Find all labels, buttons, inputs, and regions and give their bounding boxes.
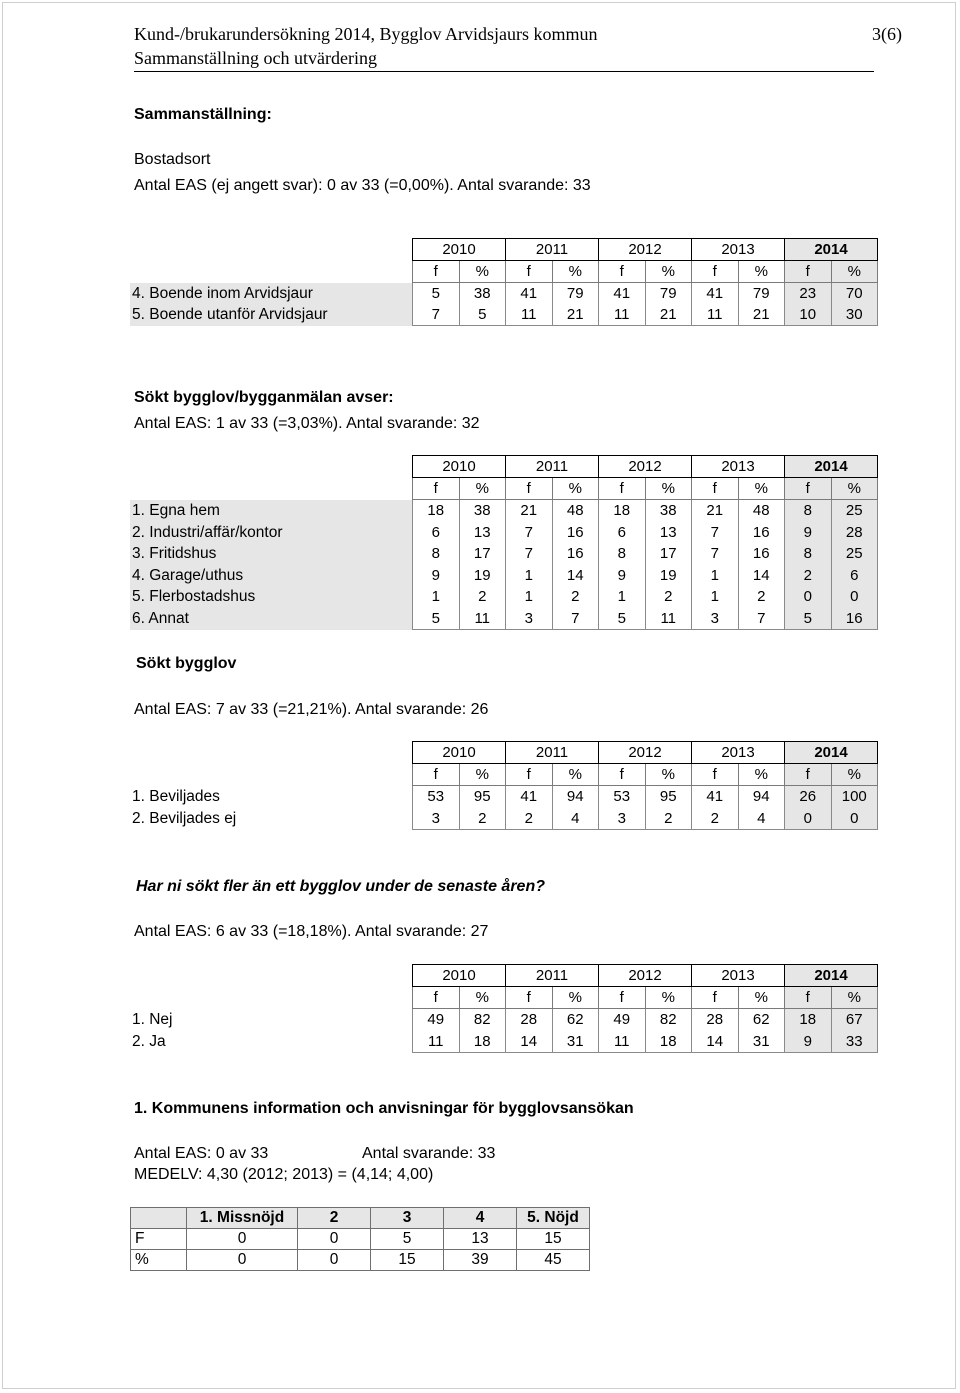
scale-header-row [131,1208,590,1229]
fler-table [130,964,878,1053]
year-header: 2010 [413,239,506,261]
subheader-blank [130,261,413,283]
bostadsort-heading: Bostadsort [134,151,211,168]
table-cell: 1 [599,586,646,608]
table-cell: 79 [552,283,599,305]
table-cell: 26 [785,786,832,808]
col-f-header: f [785,478,832,500]
table-cell: 11 [599,1031,646,1053]
year-header: 2014 [785,239,878,261]
row-label: 5. Flerbostadshus [130,586,413,608]
table-cell: 2 [785,565,832,587]
year-header: 2011 [506,239,599,261]
table-cell: 18 [785,1009,832,1031]
sokt-heading: Sökt bygglov [136,655,237,672]
subheader-row [130,764,878,786]
scale-header: 3 [371,1208,444,1229]
col-f-header: f [413,478,460,500]
kommun-heading: 1. Kommunens information och anvisningar för bygglovsansökan [134,1100,634,1117]
col-f-header: f [599,478,646,500]
table-cell: 2 [459,808,506,830]
col-pct-header: % [459,478,506,500]
table-cell: 48 [552,500,599,522]
table-cell: 94 [552,786,599,808]
table-cell: 79 [645,283,692,305]
header-title: Kund-/brukarundersökning 2014, Bygglov Arvidsjaurs kommun [134,24,598,44]
col-pct-header: % [459,764,506,786]
header-rule [134,71,874,72]
row-label: 3. Fritidshus [130,543,413,565]
header-blank [130,965,413,987]
table-cell: 6 [599,522,646,544]
table-cell: 5 [413,608,460,630]
table-cell: 13 [444,1229,517,1250]
table-cell: 16 [831,608,878,630]
table-cell: 21 [506,500,553,522]
year-header: 2012 [599,239,692,261]
col-f-header: f [785,764,832,786]
year-header: 2014 [785,965,878,987]
table-cell: 1 [506,586,553,608]
table-cell: 62 [738,1009,785,1031]
col-pct-header: % [831,261,878,283]
table-cell: 16 [552,543,599,565]
table-cell: 2 [506,808,553,830]
table-row [130,522,878,544]
table-cell: 11 [645,608,692,630]
col-pct-header: % [831,478,878,500]
table-cell: 28 [831,522,878,544]
avser-heading: Sökt bygglov/bygganmälan avser: [134,389,394,406]
table-cell: 17 [459,543,506,565]
table-cell: 3 [692,608,739,630]
col-pct-header: % [738,764,785,786]
table-cell: 1 [692,565,739,587]
table-cell: 28 [692,1009,739,1031]
scale-header-blank [131,1208,187,1229]
year-header: 2014 [785,456,878,478]
col-f-header: f [785,987,832,1009]
col-f-header: f [692,987,739,1009]
table-cell: 16 [738,522,785,544]
table-cell: 13 [459,522,506,544]
table-cell: 0 [831,808,878,830]
table-cell: 0 [785,586,832,608]
table-cell: 2 [738,586,785,608]
col-f-header: f [599,261,646,283]
row-label: 2. Industri/affär/kontor [130,522,413,544]
header-blank [130,742,413,764]
table-cell: 38 [645,500,692,522]
header-blank [130,456,413,478]
row-label: % [131,1250,187,1271]
table-cell: 30 [831,304,878,326]
table-cell: 21 [645,304,692,326]
table-cell: 5 [599,608,646,630]
row-label: 2. Ja [132,1033,166,1050]
row-label: 2. Beviljades ej [132,810,237,827]
table-cell: 94 [738,786,785,808]
scale-header: 2 [298,1208,371,1229]
row-label: 4. Garage/uthus [130,565,413,587]
col-pct-header: % [552,764,599,786]
table-row [130,565,878,587]
table-cell: 2 [645,586,692,608]
table-cell: 31 [552,1031,599,1053]
row-label: 1. Beviljades [132,788,220,805]
subheader-blank [130,987,413,1009]
table-row [131,1250,590,1271]
table-cell: 9 [785,522,832,544]
table-cell: 0 [785,808,832,830]
col-pct-header: % [552,987,599,1009]
table-cell: 5 [413,283,460,305]
table-cell: 41 [692,786,739,808]
col-pct-header: % [831,987,878,1009]
col-pct-header: % [459,261,506,283]
table-cell: 9 [785,1031,832,1053]
col-f-header: f [413,261,460,283]
col-pct-header: % [831,764,878,786]
col-pct-header: % [738,261,785,283]
col-pct-header: % [645,764,692,786]
table-row [130,786,878,808]
kommun-medel: MEDELV: 4,30 (2012; 2013) = (4,14; 4,00) [134,1166,434,1183]
table-row [130,1009,878,1031]
row-label: 1. Nej [132,1011,173,1028]
table-row [130,586,878,608]
table-cell: 1 [692,586,739,608]
table-cell: 49 [599,1009,646,1031]
table-cell: 15 [517,1229,590,1250]
table-cell: 4 [552,808,599,830]
table-cell: 21 [738,304,785,326]
table-row [130,304,878,326]
table-cell: 82 [459,1009,506,1031]
year-header: 2012 [599,965,692,987]
subheader-row [130,478,878,500]
year-header: 2011 [506,742,599,764]
kommun-svarande: Antal svarande: 33 [362,1145,496,1162]
bostadsort-info: Antal EAS (ej angett svar): 0 av 33 (=0,00%). Antal svarande: 33 [134,177,591,194]
table-cell: 11 [599,304,646,326]
table-cell: 18 [413,500,460,522]
table-cell: 41 [506,786,553,808]
table-cell: 1 [506,565,553,587]
table-cell: 95 [459,786,506,808]
table-cell: 45 [517,1250,590,1271]
table-cell: 8 [785,500,832,522]
table-cell: 0 [187,1229,298,1250]
table-cell: 19 [459,565,506,587]
year-header: 2011 [506,456,599,478]
table-cell: 21 [692,500,739,522]
table-cell: 11 [459,608,506,630]
table-cell: 28 [506,1009,553,1031]
year-header: 2010 [413,965,506,987]
table-cell: 14 [552,565,599,587]
header-blank [130,239,413,261]
table-cell: 31 [738,1031,785,1053]
table-cell: 41 [506,283,553,305]
table-row [130,808,878,830]
table-cell: 41 [692,283,739,305]
table-cell: 11 [692,304,739,326]
table-row [131,1229,590,1250]
table-cell: 7 [738,608,785,630]
header-subtitle: Sammanställning och utvärdering [134,48,377,68]
col-pct-header: % [552,261,599,283]
table-cell: 3 [599,808,646,830]
row-label: F [131,1229,187,1250]
table-cell: 0 [831,586,878,608]
table-cell: 9 [599,565,646,587]
fler-heading: Har ni sökt fler än ett bygglov under de senaste åren? [136,878,545,895]
table-cell: 62 [552,1009,599,1031]
table-cell: 33 [831,1031,878,1053]
table-cell: 53 [413,786,460,808]
table-cell: 8 [413,543,460,565]
year-header: 2010 [413,456,506,478]
col-f-header: f [785,261,832,283]
table-cell: 6 [413,522,460,544]
table-row [130,283,878,305]
table-cell: 6 [831,565,878,587]
col-pct-header: % [645,478,692,500]
col-pct-header: % [552,478,599,500]
table-cell: 53 [599,786,646,808]
table-cell: 8 [599,543,646,565]
table-cell: 1 [413,586,460,608]
table-cell: 15 [371,1250,444,1271]
table-cell: 14 [506,1031,553,1053]
col-pct-header: % [738,478,785,500]
table-cell: 3 [413,808,460,830]
table-cell: 38 [459,283,506,305]
scale-header: 4 [444,1208,517,1229]
table-cell: 7 [413,304,460,326]
table-cell: 25 [831,543,878,565]
subheader-row [130,987,878,1009]
table-cell: 18 [599,500,646,522]
table-row [130,608,878,630]
col-f-header: f [413,987,460,1009]
table-cell: 7 [692,522,739,544]
table-cell: 11 [506,304,553,326]
kommun-table [130,1207,590,1271]
table-row [130,1031,878,1053]
col-pct-header: % [738,987,785,1009]
table-cell: 2 [692,808,739,830]
year-header: 2014 [785,742,878,764]
year-header: 2013 [692,456,785,478]
table-row [130,543,878,565]
table-cell: 39 [444,1250,517,1271]
scale-header: 5. Nöjd [517,1208,590,1229]
table-cell: 18 [645,1031,692,1053]
table-cell: 49 [413,1009,460,1031]
year-header-row [130,742,878,764]
row-label: 6. Annat [130,608,413,630]
summary-heading: Sammanställning: [134,106,272,123]
scale-header: 1. Missnöjd [187,1208,298,1229]
year-header: 2013 [692,239,785,261]
table-cell: 17 [645,543,692,565]
table-cell: 5 [785,608,832,630]
table-row [130,500,878,522]
table-cell: 3 [506,608,553,630]
table-cell: 13 [645,522,692,544]
table-cell: 14 [692,1031,739,1053]
sokt-table [130,741,878,830]
table-cell: 0 [187,1250,298,1271]
table-cell: 4 [738,808,785,830]
table-cell: 2 [552,586,599,608]
table-cell: 0 [298,1229,371,1250]
row-label: 1. Egna hem [130,500,413,522]
col-pct-header: % [645,261,692,283]
table-cell: 7 [692,543,739,565]
table-cell: 70 [831,283,878,305]
sokt-info: Antal EAS: 7 av 33 (=21,21%). Antal svarande: 26 [134,701,489,718]
table-cell: 7 [506,543,553,565]
table-cell: 23 [785,283,832,305]
col-f-header: f [692,478,739,500]
row-label: 4. Boende inom Arvidsjaur [130,283,413,305]
year-header: 2011 [506,965,599,987]
table-cell: 2 [645,808,692,830]
table-cell: 0 [298,1250,371,1271]
year-header-row [130,965,878,987]
col-f-header: f [599,764,646,786]
avser-table [130,455,878,630]
table-cell: 67 [831,1009,878,1031]
table-cell: 38 [459,500,506,522]
page-header [134,22,902,70]
table-cell: 95 [645,786,692,808]
year-header-row [130,239,878,261]
bostadsort-table [130,238,878,326]
table-cell: 21 [552,304,599,326]
year-header: 2012 [599,742,692,764]
col-pct-header: % [459,987,506,1009]
table-cell: 10 [785,304,832,326]
table-cell: 82 [645,1009,692,1031]
table-cell: 19 [645,565,692,587]
table-cell: 41 [599,283,646,305]
table-cell: 2 [459,586,506,608]
year-header: 2012 [599,456,692,478]
row-label: 5. Boende utanför Arvidsjaur [130,304,413,326]
table-cell: 9 [413,565,460,587]
table-cell: 16 [552,522,599,544]
col-f-header: f [506,261,553,283]
table-cell: 18 [459,1031,506,1053]
table-cell: 16 [738,543,785,565]
table-cell: 100 [831,786,878,808]
table-cell: 11 [413,1031,460,1053]
year-header: 2013 [692,965,785,987]
subheader-blank [130,764,413,786]
table-cell: 25 [831,500,878,522]
col-f-header: f [413,764,460,786]
table-cell: 5 [371,1229,444,1250]
avser-info: Antal EAS: 1 av 33 (=3,03%). Antal svarande: 32 [134,415,480,432]
subheader-row [130,261,878,283]
year-header: 2013 [692,742,785,764]
year-header: 2010 [413,742,506,764]
col-f-header: f [506,764,553,786]
kommun-eas: Antal EAS: 0 av 33 [134,1145,269,1162]
table-cell: 7 [552,608,599,630]
col-f-header: f [692,261,739,283]
col-f-header: f [506,987,553,1009]
table-cell: 5 [459,304,506,326]
col-f-header: f [599,987,646,1009]
fler-info: Antal EAS: 6 av 33 (=18,18%). Antal svarande: 27 [134,923,489,940]
subheader-blank [130,478,413,500]
col-f-header: f [506,478,553,500]
page-number: 3(6) [872,24,902,44]
table-cell: 79 [738,283,785,305]
table-cell: 8 [785,543,832,565]
col-pct-header: % [645,987,692,1009]
year-header-row [130,456,878,478]
table-cell: 14 [738,565,785,587]
table-cell: 7 [506,522,553,544]
col-f-header: f [692,764,739,786]
table-cell: 48 [738,500,785,522]
